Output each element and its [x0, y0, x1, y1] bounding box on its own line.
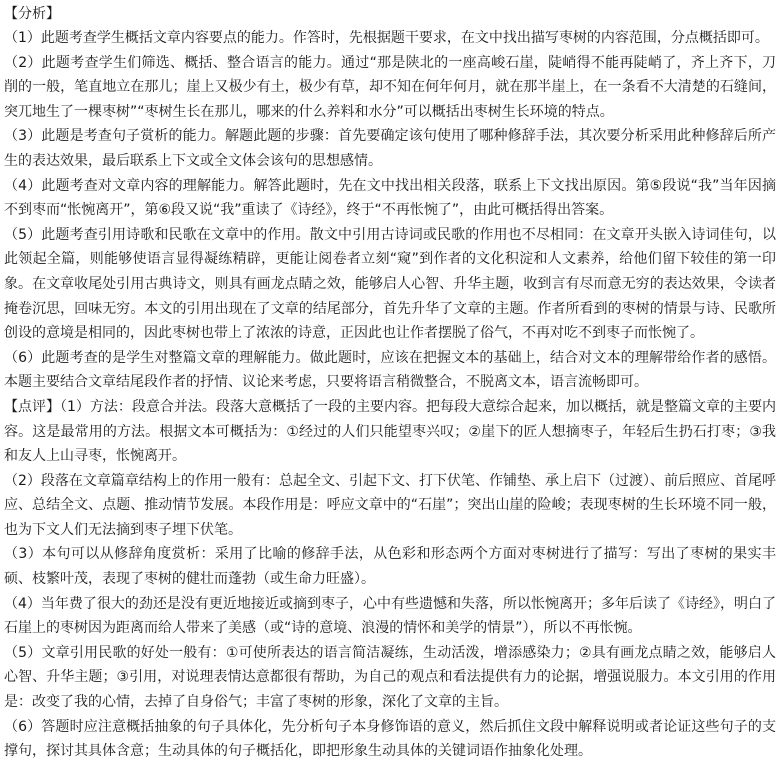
- analysis-item-5: （5）此题考查引用诗歌和民歌在文章中的作用。散文中引用古诗词或民歌的作用也不尽相同：在文章开头嵌入诗词佳句，以此领起全篇，则能够使语言显得凝练精辟，更能让阅卷者立刻“窥”到作者的文化积淀和人文素养，给他们留下较佳的第一印象。在文章收尾处引用古典诗文，则具有画龙点睛之效，能够启人心智、升华主题，收到言有尽而意无穷的表达效果，令读者掩卷沉思，回味无穷。本文的引用出现在了文章的结尾部分，首先升华了文章的主题。作者所看到的枣树的情景与诗、民歌所创设的意境是相同的，因此枣树也带上了浓浓的诗意，正因此也让作者摆脱了俗气，不再对吃不到枣子而怅惋了。: [4, 226, 776, 342]
- analysis-item-1: （1）此题考查学生概括文章内容要点的能力。作答时，先根据题干要求，在文中找出描写枣树的内容范围，分点概括即可。: [4, 30, 769, 46]
- analysis-label: 【分析】: [4, 6, 60, 22]
- comment-item-3: （3）本句可以从修辞角度赏析：采用了比喻的修辞手法，从色彩和形态两个方面对枣树进行了描写：写出了枣树的果实丰硕、枝繁叶茂，表现了枣树的健壮而蓬勃（或生命力旺盛）。: [4, 546, 776, 588]
- comment-item-2: （2）段落在文章篇章结构上的作用一般有：总起全文、引起下文、打下伏笔、作铺垫、承上启下（过渡）、前后照应、首尾呼应、总结全文、点题、推动情节发展。本段作用是：呼应文章中的“石崖”；突出山崖的险峻；表现枣树的生长环境不同一般，也为下文人们无法摘到枣子埋下伏笔。: [4, 472, 776, 538]
- comment-item-4: （4）当年费了很大的劲还是没有更近地接近或摘到枣子，心中有些遗憾和失落，所以怅惋离开；多年后读了《诗经》，明白了石崖上的枣树因为距离而给人带来了美感（或“诗的意境、浪漫的情怀和美学的情景”），所以不再怅惋。: [4, 595, 776, 637]
- comment-item-6: （6）答题时应注意概括抽象的句子具体化，先分析句子本身修饰语的意义，然后抓住文段中解释说明或者论证这些句子的支撑句，探讨其具体含意；生动具体的句子概括化，即把形象生动具体的关键词语作抽象化处理。: [4, 718, 776, 760]
- comment-item-5: （5）文章引用民歌的好处一般有：①可使所表达的语言简洁凝练，生动活泼，增添感染力；②具有画龙点睛之效，能够启人心智、升华主题；③引用，对说理表情达意都很有帮助，为自己的观点和看法提供有力的论据，增强说服力。本文引用的作用是：改变了我的心情，去掉了自身俗气；丰富了枣树的形象，深化了文章的主旨。: [4, 644, 776, 711]
- analysis-item-2: （2）此题考查学生们筛选、概括、整合语言的能力。通过“那是陕北的一座高峻石崖，陡峭得不能再陡峭了，齐上齐下，刀削的一般，笔直地立在那儿；崖上又极少有土，极少有草，却不知在何年何月，就在那半崖上，在一条看不大清楚的石缝间，突兀地生了一棵枣树”“枣树生长在那儿，哪来的什么养料和水分”可以概括出枣树生长环境的特点。: [4, 54, 776, 120]
- analysis-item-3: （3）此题是考查句子赏析的能力。解题此题的步骤：首先要确定该句使用了哪种修辞手法，其次要分析采用此种修辞后所产生的表达效果，最后联系上下文或全文体会该句的思想感情。: [4, 128, 776, 169]
- analysis-item-6: （6）此题考查的是学生对整篇文章的理解能力。做此题时，应该在把握文本的基础上，结合对文本的理解带给作者的感悟。本题主要结合文章结尾段作者的抒情、议论来考虑，只要将语言稍微整合，不脱离文本，语言流畅即可。: [4, 349, 776, 391]
- analysis-item-4: （4）此题考查对文章内容的理解能力。解答此题时，先在文中找出相关段落，联系上下文找出原因。第⑤段说“我”当年因摘不到枣而“怅惋离开”，第⑥段又说“我”重读了《诗经》，终于“不再怅惋了”，由此可概括得出答案。: [4, 177, 776, 219]
- comment-item-1: 【点评】（1）方法：段意合并法。段落大意概括了一段的主要内容。把每段大意综合起来，加以概括，就是整篇文章的主要内容。这是最常用的方法。根据文本可概括为：①经过的人们只能望枣兴叹；②崖下的匠人想摘枣子，年轻后生扔石打枣；③我和友人上山寻枣，怅惋离开。: [4, 398, 776, 465]
